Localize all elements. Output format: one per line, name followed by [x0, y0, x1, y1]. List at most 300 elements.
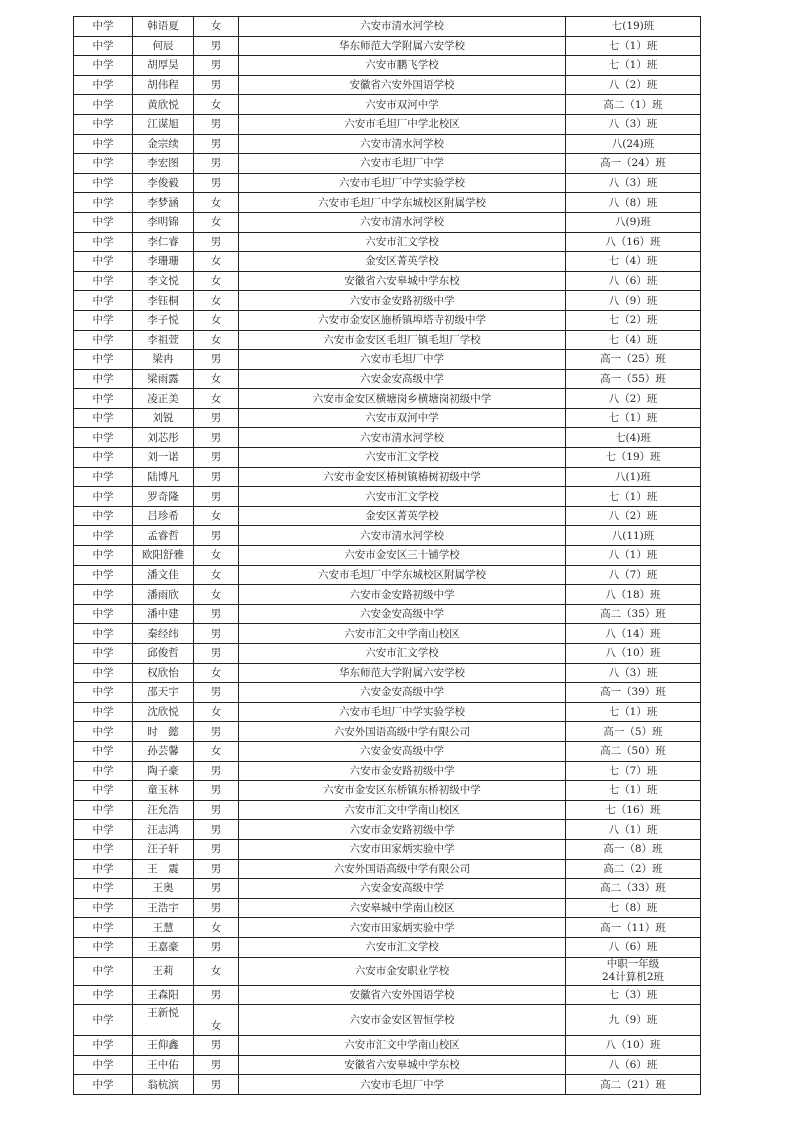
school-name-cell: 安徽省六安皋城中学东校 — [239, 1055, 566, 1075]
student-name-cell: 何辰 — [133, 36, 194, 56]
school-name-cell: 六安市毛坦厂中学 — [239, 154, 566, 174]
table-row — [74, 918, 701, 938]
school-name-cell: 六安市清水河学校 — [239, 134, 566, 154]
student-name-cell: 翁杭滨 — [133, 1075, 194, 1095]
table-row — [74, 330, 701, 350]
school-name-cell: 六安市汇文中学南山校区 — [239, 1036, 566, 1056]
student-name-cell: 李宏图 — [133, 154, 194, 174]
school-name-cell: 六安市田家炳实验中学 — [239, 839, 566, 859]
school-name-cell: 六安市毛坦厂中学东城校区附属学校 — [239, 193, 566, 213]
school-name-cell: 安徽省六安外国语学校 — [239, 75, 566, 95]
class-cell: 八（9）班 — [566, 291, 701, 311]
gender-cell: 女 — [194, 310, 239, 330]
student-name-cell: 时 懿 — [133, 722, 194, 742]
gender-cell: 男 — [194, 1075, 239, 1095]
student-name-cell: 王森阳 — [133, 985, 194, 1005]
class-cell: 七（8）班 — [566, 898, 701, 918]
student-name-cell: 权欣怡 — [133, 663, 194, 683]
class-cell: 高二（33）班 — [566, 879, 701, 899]
class-cell: 高一（39）班 — [566, 683, 701, 703]
school-level-cell: 中学 — [74, 859, 133, 879]
school-name-cell: 六安金安高级中学 — [239, 879, 566, 899]
class-cell: 高二（35）班 — [566, 604, 701, 624]
class-cell: 七（1）班 — [566, 781, 701, 801]
school-name-cell: 六安市清水河学校 — [239, 212, 566, 232]
student-name-cell: 汪志鸿 — [133, 820, 194, 840]
school-level-cell: 中学 — [74, 526, 133, 546]
class-cell: 七（19）班 — [566, 448, 701, 468]
school-name-cell: 六安市毛坦厂中学北校区 — [239, 114, 566, 134]
school-name-cell: 六安市金安路初级中学 — [239, 585, 566, 605]
table-row — [74, 95, 701, 115]
table-row — [74, 1036, 701, 1056]
gender-cell: 男 — [194, 624, 239, 644]
school-level-cell: 中学 — [74, 820, 133, 840]
table-row — [74, 193, 701, 213]
table-row — [74, 389, 701, 409]
student-name-cell: 王新悦 — [133, 1005, 194, 1036]
gender-cell: 男 — [194, 1055, 239, 1075]
gender-cell: 男 — [194, 36, 239, 56]
student-name-cell: 李钰桐 — [133, 291, 194, 311]
student-name-cell: 胡伟程 — [133, 75, 194, 95]
gender-cell: 女 — [194, 212, 239, 232]
gender-cell: 男 — [194, 114, 239, 134]
gender-cell: 男 — [194, 487, 239, 507]
gender-cell: 男 — [194, 232, 239, 252]
gender-cell: 女 — [194, 389, 239, 409]
student-name-cell: 凌正美 — [133, 389, 194, 409]
class-cell: 八（10）班 — [566, 644, 701, 664]
student-name-cell: 梁冉 — [133, 350, 194, 370]
school-level-cell: 中学 — [74, 252, 133, 272]
table-row — [74, 291, 701, 311]
student-name-cell: 王奥 — [133, 879, 194, 899]
school-level-cell: 中学 — [74, 585, 133, 605]
student-name-cell: 王莉 — [133, 957, 194, 985]
school-name-cell: 六安市金安区椿树镇椿树初级中学 — [239, 467, 566, 487]
school-name-cell: 六安市毛坦厂中学东城校区附属学校 — [239, 565, 566, 585]
student-name-cell: 王 震 — [133, 859, 194, 879]
gender-cell: 女 — [194, 193, 239, 213]
class-cell: 七(19)班 — [566, 17, 701, 37]
gender-cell: 男 — [194, 350, 239, 370]
school-name-cell: 六安市金安区横塘岗乡横塘岗初级中学 — [239, 389, 566, 409]
student-name-cell: 胡厚昊 — [133, 56, 194, 76]
class-cell: 八(24)班 — [566, 134, 701, 154]
school-level-cell: 中学 — [74, 879, 133, 899]
school-level-cell: 中学 — [74, 624, 133, 644]
table-row — [74, 17, 701, 37]
class-cell: 高二（21）班 — [566, 1075, 701, 1095]
student-name-cell: 李子悦 — [133, 310, 194, 330]
class-cell: 八(9)班 — [566, 212, 701, 232]
student-name-cell: 刘一诺 — [133, 448, 194, 468]
gender-cell: 男 — [194, 134, 239, 154]
gender-cell: 男 — [194, 985, 239, 1005]
school-name-cell: 金安区菁英学校 — [239, 506, 566, 526]
student-name-cell: 潘中建 — [133, 604, 194, 624]
student-name-cell: 金宗续 — [133, 134, 194, 154]
class-cell: 八（10）班 — [566, 1036, 701, 1056]
school-name-cell: 六安市汇文中学南山校区 — [239, 800, 566, 820]
student-name-cell: 李珊珊 — [133, 252, 194, 272]
gender-cell: 男 — [194, 820, 239, 840]
gender-cell: 男 — [194, 722, 239, 742]
student-name-cell: 李仁睿 — [133, 232, 194, 252]
class-cell: 七（1）班 — [566, 702, 701, 722]
class-cell: 高一（55）班 — [566, 369, 701, 389]
student-roster-table — [73, 16, 701, 1095]
school-level-cell: 中学 — [74, 1075, 133, 1095]
table-row — [74, 741, 701, 761]
table-row — [74, 173, 701, 193]
table-row — [74, 526, 701, 546]
student-name-cell: 李梦涵 — [133, 193, 194, 213]
gender-cell: 女 — [194, 663, 239, 683]
school-name-cell: 六安市鹏飞学校 — [239, 56, 566, 76]
class-cell: 七（2）班 — [566, 310, 701, 330]
school-level-cell: 中学 — [74, 722, 133, 742]
class-cell: 七（7）班 — [566, 761, 701, 781]
class-cell: 七（3）班 — [566, 985, 701, 1005]
school-name-cell: 华东师范大学附属六安学校 — [239, 663, 566, 683]
school-level-cell: 中学 — [74, 781, 133, 801]
student-name-cell: 孙芸馨 — [133, 741, 194, 761]
school-name-cell: 六安市金安区智恒学校 — [239, 1005, 566, 1036]
table-row — [74, 937, 701, 957]
gender-cell: 男 — [194, 839, 239, 859]
class-cell: 七（1）班 — [566, 487, 701, 507]
student-name-cell: 潘雨欣 — [133, 585, 194, 605]
school-level-cell: 中学 — [74, 369, 133, 389]
table-row — [74, 408, 701, 428]
school-level-cell: 中学 — [74, 17, 133, 37]
student-name-cell: 王中佑 — [133, 1055, 194, 1075]
class-cell: 高一（8）班 — [566, 839, 701, 859]
school-level-cell: 中学 — [74, 663, 133, 683]
table-row — [74, 1055, 701, 1075]
school-level-cell: 中学 — [74, 56, 133, 76]
student-name-cell: 韩语夏 — [133, 17, 194, 37]
school-level-cell: 中学 — [74, 644, 133, 664]
school-level-cell: 中学 — [74, 957, 133, 985]
table-row — [74, 985, 701, 1005]
student-name-cell: 陶子豪 — [133, 761, 194, 781]
table-row — [74, 36, 701, 56]
class-cell: 七（1）班 — [566, 36, 701, 56]
gender-cell: 女 — [194, 330, 239, 350]
table-row — [74, 310, 701, 330]
school-level-cell: 中学 — [74, 839, 133, 859]
class-cell: 八（7）班 — [566, 565, 701, 585]
table-row — [74, 467, 701, 487]
class-cell: 八(1)班 — [566, 467, 701, 487]
student-name-cell: 刘锐 — [133, 408, 194, 428]
class-cell: 七（1）班 — [566, 56, 701, 76]
table-row — [74, 663, 701, 683]
class-cell: 八（3）班 — [566, 114, 701, 134]
table-row — [74, 761, 701, 781]
student-name-cell: 刘芯彤 — [133, 428, 194, 448]
class-cell: 高二（2）班 — [566, 859, 701, 879]
gender-cell: 男 — [194, 859, 239, 879]
school-name-cell: 六安市汇文学校 — [239, 448, 566, 468]
student-name-cell: 王浩宇 — [133, 898, 194, 918]
table-row — [74, 506, 701, 526]
school-name-cell: 六安市毛坦厂中学 — [239, 350, 566, 370]
school-name-cell: 六安市毛坦厂中学 — [239, 1075, 566, 1095]
gender-cell: 女 — [194, 585, 239, 605]
table-row — [74, 957, 701, 985]
school-name-cell: 安徽省六安皋城中学东校 — [239, 271, 566, 291]
class-cell: 八(11)班 — [566, 526, 701, 546]
table-row — [74, 1075, 701, 1095]
table-row — [74, 624, 701, 644]
school-level-cell: 中学 — [74, 389, 133, 409]
table-row — [74, 428, 701, 448]
school-name-cell: 六安市毛坦厂中学实验学校 — [239, 702, 566, 722]
school-name-cell: 六安市汇文学校 — [239, 937, 566, 957]
class-cell: 高二（50）班 — [566, 741, 701, 761]
school-level-cell: 中学 — [74, 408, 133, 428]
table-row — [74, 350, 701, 370]
school-level-cell: 中学 — [74, 741, 133, 761]
table-row — [74, 271, 701, 291]
student-name-cell: 李祖萱 — [133, 330, 194, 350]
class-cell: 八（2）班 — [566, 506, 701, 526]
table-row — [74, 487, 701, 507]
student-name-cell: 黄欣悦 — [133, 95, 194, 115]
table-row — [74, 75, 701, 95]
school-name-cell: 六安金安高级中学 — [239, 683, 566, 703]
school-level-cell: 中学 — [74, 937, 133, 957]
student-name-cell: 陆博凡 — [133, 467, 194, 487]
student-name-cell: 罗奇隆 — [133, 487, 194, 507]
table-row — [74, 604, 701, 624]
student-name-cell: 吕珍希 — [133, 506, 194, 526]
school-level-cell: 中学 — [74, 604, 133, 624]
student-name-cell: 汪子轩 — [133, 839, 194, 859]
school-name-cell: 六安外国语高级中学有限公司 — [239, 722, 566, 742]
table-row — [74, 134, 701, 154]
gender-cell: 男 — [194, 937, 239, 957]
school-name-cell: 六安金安高级中学 — [239, 369, 566, 389]
school-name-cell: 六安市双河中学 — [239, 408, 566, 428]
school-name-cell: 六安市汇文学校 — [239, 487, 566, 507]
school-level-cell: 中学 — [74, 683, 133, 703]
school-name-cell: 六安市双河中学 — [239, 95, 566, 115]
class-cell: 八（3）班 — [566, 663, 701, 683]
class-cell: 七（4）班 — [566, 330, 701, 350]
gender-cell: 男 — [194, 428, 239, 448]
roster-body — [74, 17, 701, 1095]
table-row — [74, 644, 701, 664]
table-row — [74, 212, 701, 232]
school-name-cell: 安徽省六安外国语学校 — [239, 985, 566, 1005]
class-cell: 八（8）班 — [566, 193, 701, 213]
class-cell: 七（16）班 — [566, 800, 701, 820]
class-cell: 高二（1）班 — [566, 95, 701, 115]
student-name-cell: 邵天宇 — [133, 683, 194, 703]
class-cell: 七（1）班 — [566, 408, 701, 428]
school-level-cell: 中学 — [74, 232, 133, 252]
class-cell: 高一（25）班 — [566, 350, 701, 370]
table-row — [74, 839, 701, 859]
school-level-cell: 中学 — [74, 448, 133, 468]
table-row — [74, 683, 701, 703]
gender-cell: 男 — [194, 448, 239, 468]
table-row — [74, 722, 701, 742]
school-level-cell: 中学 — [74, 1036, 133, 1056]
school-level-cell: 中学 — [74, 565, 133, 585]
school-level-cell: 中学 — [74, 350, 133, 370]
school-level-cell: 中学 — [74, 918, 133, 938]
school-name-cell: 六安市田家炳实验中学 — [239, 918, 566, 938]
gender-cell: 男 — [194, 526, 239, 546]
gender-cell: 男 — [194, 879, 239, 899]
school-level-cell: 中学 — [74, 467, 133, 487]
school-name-cell: 六安市清水河学校 — [239, 428, 566, 448]
student-name-cell: 李文悦 — [133, 271, 194, 291]
class-cell: 高一（5）班 — [566, 722, 701, 742]
table-row — [74, 800, 701, 820]
table-row — [74, 56, 701, 76]
table-row — [74, 448, 701, 468]
school-name-cell: 六安金安高级中学 — [239, 604, 566, 624]
school-name-cell: 六安市清水河学校 — [239, 17, 566, 37]
table-row — [74, 369, 701, 389]
school-level-cell: 中学 — [74, 75, 133, 95]
school-name-cell: 六安市汇文学校 — [239, 644, 566, 664]
table-row — [74, 546, 701, 566]
school-name-cell: 六安金安高级中学 — [239, 741, 566, 761]
school-name-cell: 六安市金安区东桥镇东桥初级中学 — [239, 781, 566, 801]
student-name-cell: 秦经纬 — [133, 624, 194, 644]
class-cell: 八（2）班 — [566, 389, 701, 409]
school-name-cell: 六安市汇文中学南山校区 — [239, 624, 566, 644]
gender-cell: 男 — [194, 683, 239, 703]
school-level-cell: 中学 — [74, 193, 133, 213]
class-cell: 八（1）班 — [566, 820, 701, 840]
school-level-cell: 中学 — [74, 114, 133, 134]
school-level-cell: 中学 — [74, 36, 133, 56]
school-level-cell: 中学 — [74, 428, 133, 448]
class-cell: 中职一年级 24计算机2班 — [566, 957, 701, 985]
school-name-cell: 六安市汇文学校 — [239, 232, 566, 252]
class-cell: 八（6）班 — [566, 937, 701, 957]
student-name-cell: 孟睿哲 — [133, 526, 194, 546]
class-cell: 八（14）班 — [566, 624, 701, 644]
class-cell: 高一（24）班 — [566, 154, 701, 174]
gender-cell: 男 — [194, 1036, 239, 1056]
gender-cell: 女 — [194, 741, 239, 761]
student-name-cell: 江谋旭 — [133, 114, 194, 134]
table-row — [74, 820, 701, 840]
gender-cell: 女 — [194, 957, 239, 985]
class-cell: 九（9）班 — [566, 1005, 701, 1036]
gender-cell: 女 — [194, 252, 239, 272]
class-cell: 八（1）班 — [566, 546, 701, 566]
table-row — [74, 781, 701, 801]
gender-cell: 女 — [194, 565, 239, 585]
school-level-cell: 中学 — [74, 487, 133, 507]
class-cell: 八（6）班 — [566, 271, 701, 291]
gender-cell: 男 — [194, 75, 239, 95]
school-level-cell: 中学 — [74, 330, 133, 350]
class-cell: 八（18）班 — [566, 585, 701, 605]
gender-cell: 女 — [194, 546, 239, 566]
table-row — [74, 585, 701, 605]
table-row — [74, 879, 701, 899]
gender-cell: 男 — [194, 604, 239, 624]
gender-cell: 男 — [194, 154, 239, 174]
gender-cell: 男 — [194, 898, 239, 918]
gender-cell: 女 — [194, 17, 239, 37]
table-row — [74, 232, 701, 252]
school-name-cell: 六安市毛坦厂中学实验学校 — [239, 173, 566, 193]
gender-cell: 男 — [194, 173, 239, 193]
gender-cell: 男 — [194, 56, 239, 76]
school-name-cell: 六安市金安区施桥镇埠塔寺初级中学 — [239, 310, 566, 330]
gender-cell: 女 — [194, 506, 239, 526]
school-level-cell: 中学 — [74, 800, 133, 820]
school-level-cell: 中学 — [74, 291, 133, 311]
gender-cell: 男 — [194, 761, 239, 781]
gender-cell: 男 — [194, 800, 239, 820]
gender-cell: 女 — [194, 369, 239, 389]
student-name-cell: 王嘉豪 — [133, 937, 194, 957]
school-level-cell: 中学 — [74, 212, 133, 232]
gender-cell: 男 — [194, 644, 239, 664]
table-row — [74, 154, 701, 174]
gender-cell: 男 — [194, 408, 239, 428]
class-cell: 八（6）班 — [566, 1055, 701, 1075]
student-name-cell: 童玉林 — [133, 781, 194, 801]
school-level-cell: 中学 — [74, 506, 133, 526]
table-row — [74, 252, 701, 272]
school-level-cell: 中学 — [74, 95, 133, 115]
gender-cell: 男 — [194, 467, 239, 487]
student-name-cell: 王仰鑫 — [133, 1036, 194, 1056]
gender-cell: 女 — [194, 95, 239, 115]
school-name-cell: 华东师范大学附属六安学校 — [239, 36, 566, 56]
gender-cell: 女 — [194, 271, 239, 291]
gender-cell: 女 — [194, 702, 239, 722]
gender-cell: 女 — [194, 918, 239, 938]
school-level-cell: 中学 — [74, 173, 133, 193]
student-name-cell: 欧阳舒雅 — [133, 546, 194, 566]
gender-cell: 女 — [194, 291, 239, 311]
school-name-cell: 金安区菁英学校 — [239, 252, 566, 272]
school-name-cell: 六安皋城中学南山校区 — [239, 898, 566, 918]
school-level-cell: 中学 — [74, 1005, 133, 1036]
student-name-cell: 王慧 — [133, 918, 194, 938]
school-name-cell: 六安外国语高级中学有限公司 — [239, 859, 566, 879]
school-level-cell: 中学 — [74, 154, 133, 174]
school-name-cell: 六安市金安职业学校 — [239, 957, 566, 985]
table-row — [74, 1005, 701, 1036]
school-level-cell: 中学 — [74, 271, 133, 291]
school-name-cell: 六安市金安路初级中学 — [239, 761, 566, 781]
class-cell: 八（3）班 — [566, 173, 701, 193]
school-level-cell: 中学 — [74, 546, 133, 566]
gender-cell: 男 — [194, 781, 239, 801]
student-name-cell: 李俊毅 — [133, 173, 194, 193]
school-level-cell: 中学 — [74, 702, 133, 722]
class-cell: 七（4）班 — [566, 252, 701, 272]
school-level-cell: 中学 — [74, 761, 133, 781]
